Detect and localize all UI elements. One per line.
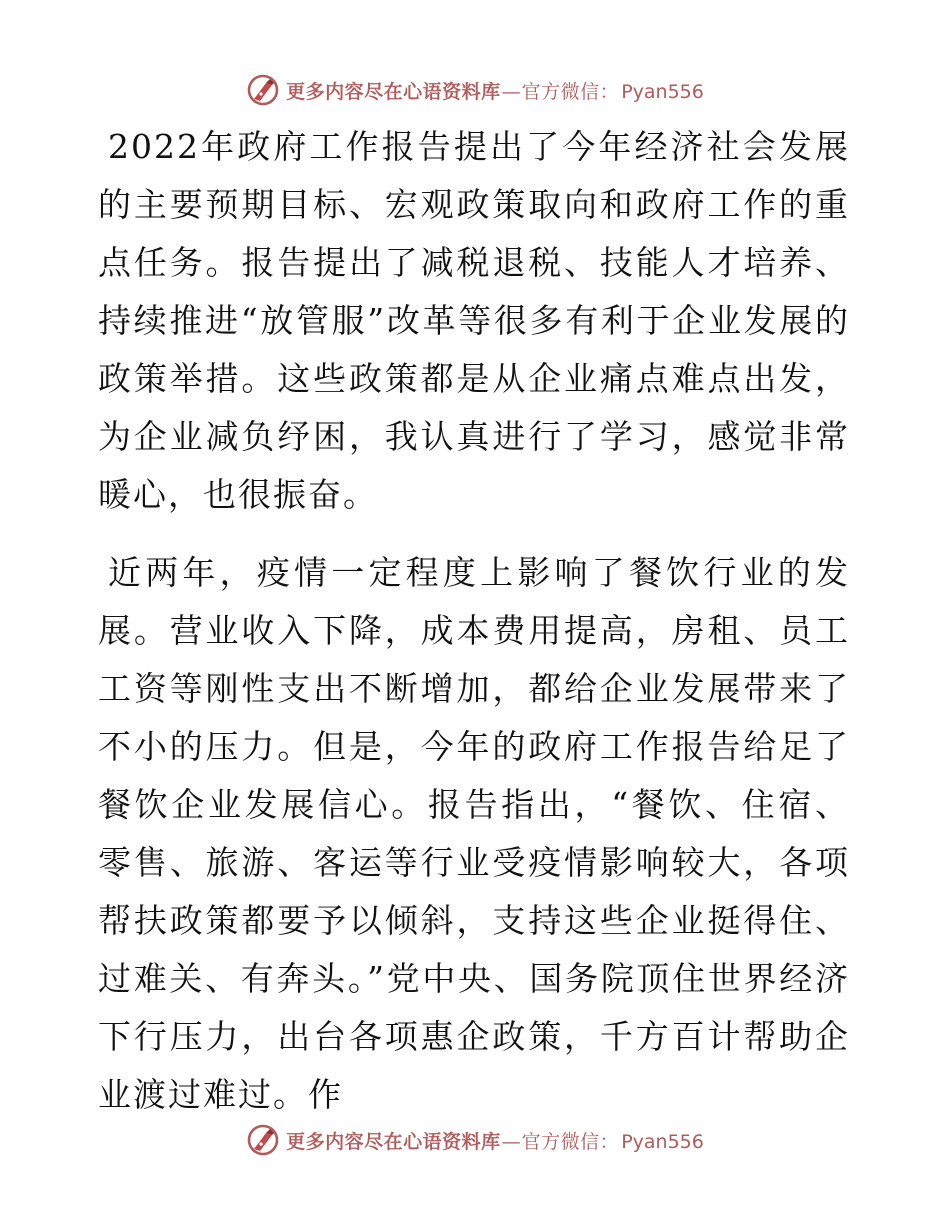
banner-wechat-id: Pyan556 (621, 80, 704, 103)
banner-site-name: 更多内容尽在心语资料库 (286, 1130, 501, 1153)
banner-wechat-id: Pyan556 (621, 1130, 704, 1153)
banner-site-name: 更多内容尽在心语资料库 (286, 80, 501, 103)
header-banner-text (286, 77, 704, 104)
paragraph-2: 近两年，疫情一定程度上影响了餐饮行业的发展。营业收入下降，成本费用提高，房租、员工工资等刚性支出不断增加，都给企业发展带来了不小的压力。但是，今年的政府工作报告给足了餐饮企业发展信心。报告指出，“餐饮、住宿、零售、旅游、客运等行业受疫情影响较大，各项帮扶政策都要予以倾斜，支持这些企业挺得住、过难关、有奔头。”党中央、国务院顶住世界经济下行压力，出台各项惠企政策，千方百计帮助企业渡过难过。作 (98, 553, 850, 1114)
banner-dash: — (501, 80, 521, 103)
banner-wechat-label: 官方微信： (521, 1130, 620, 1153)
banner-dash: — (501, 1130, 521, 1153)
footer-banner (0, 1120, 950, 1160)
banner-wechat-label: 官方微信： (521, 80, 620, 103)
header-banner (0, 70, 950, 110)
paragraph-1: 2022年政府工作报告提出了今年经济社会发展的主要预期目标、宏观政策取向和政府工作的重点任务。报告提出了减税退税、技能人才培养、持续推进“放管服”改革等很多有利于企业发展的政策举措。这些政策都是从企业痛点难点出发，为企业减负纾困，我认真进行了学习，感觉非常暖心，也很振奋。 (98, 127, 850, 514)
pen-nib-logo-icon (246, 1123, 280, 1157)
pen-nib-logo-icon (246, 73, 280, 107)
document-body (98, 118, 850, 1124)
footer-banner-text (286, 1127, 704, 1154)
